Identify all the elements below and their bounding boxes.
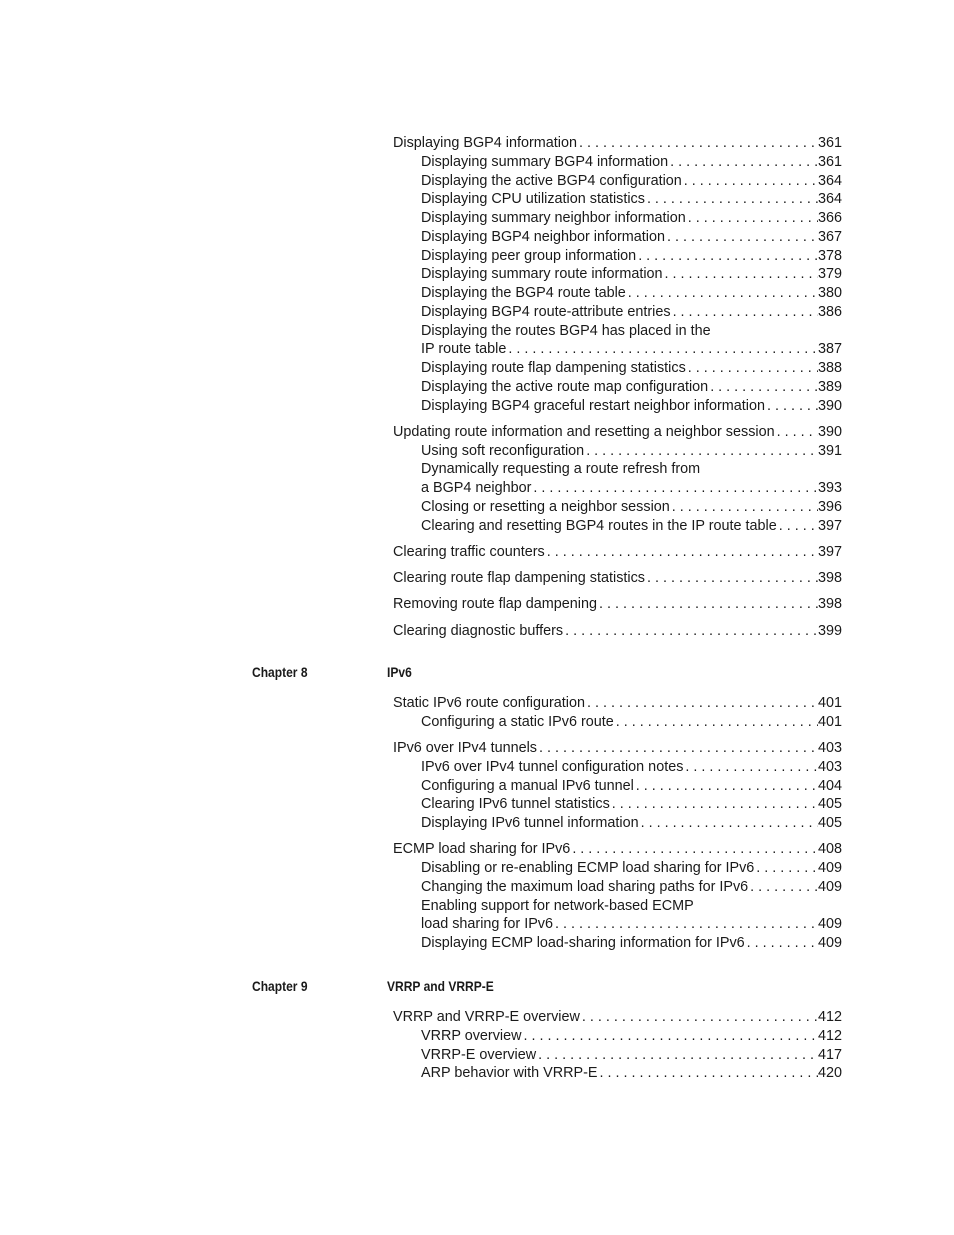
chapter-label: Chapter 9 [252, 978, 308, 994]
dot-leader [765, 397, 818, 416]
toc-subentry[interactable] [421, 915, 842, 934]
toc-subentry[interactable] [421, 340, 842, 359]
toc-subentry[interactable] [421, 378, 842, 397]
toc-entry-text: Displaying route flap dampening statistics [421, 360, 686, 376]
toc-entry-text: Updating route information and resetting a neighbor session [393, 423, 775, 440]
dot-leader [645, 569, 818, 588]
dot-leader [584, 442, 818, 461]
toc-subentry[interactable] [421, 758, 842, 777]
toc-entry-text: Clearing diagnostic buffers [393, 622, 564, 639]
dot-leader [634, 777, 818, 796]
toc-entry-text: a BGP4 neighbor [421, 480, 532, 496]
dot-leader [626, 284, 818, 303]
dot-leader [585, 694, 818, 713]
page-number: 405 [817, 796, 842, 813]
toc-entry-text: Configuring a static IPv6 route [421, 713, 614, 730]
page-number: 378 [817, 247, 842, 264]
toc-entry[interactable] [393, 1008, 842, 1027]
page-number: 379 [817, 266, 842, 283]
page-number: 366 [817, 210, 842, 226]
page-number: 364 [817, 191, 842, 208]
page-number: 409 [817, 935, 842, 951]
toc-subentry[interactable] [421, 479, 842, 498]
dot-leader [668, 153, 818, 172]
dot-leader [570, 840, 818, 859]
toc-subentry[interactable] [421, 934, 842, 953]
toc-subentry[interactable] [421, 228, 842, 247]
dot-leader [506, 340, 818, 359]
toc-entry-text: Displaying IPv6 tunnel information [421, 815, 639, 831]
dot-leader [777, 517, 818, 536]
toc-subentry[interactable] [421, 265, 842, 284]
toc-entry-text: Displaying summary BGP4 information [421, 153, 669, 170]
page-number: 412 [817, 1009, 842, 1025]
dot-leader [522, 1027, 818, 1046]
toc-entry-text: Displaying the routes BGP4 has placed in the [421, 322, 711, 339]
toc-entry-text: ARP behavior with VRRP-E [421, 1065, 598, 1082]
dot-leader [708, 378, 818, 397]
toc-subentry[interactable] [421, 1064, 842, 1083]
toc-subentry[interactable] [421, 1027, 842, 1046]
toc-entry[interactable] [393, 595, 842, 614]
dot-leader [682, 172, 818, 191]
page-number: 389 [817, 378, 842, 395]
dot-leader [536, 1046, 818, 1065]
toc-subentry[interactable] [421, 359, 842, 378]
dot-leader [686, 359, 818, 378]
dot-leader [553, 915, 818, 934]
dot-leader [614, 713, 818, 732]
chapter-title: IPv6 [387, 664, 412, 680]
page-number: 396 [817, 498, 842, 515]
page-number: 397 [817, 517, 842, 534]
toc-entry-text: Displaying ECMP load-sharing information for IPv6 [421, 935, 745, 951]
toc-subentry[interactable] [421, 814, 842, 833]
dot-leader [577, 134, 818, 153]
toc-entry[interactable] [393, 134, 842, 153]
toc-entry-text: load sharing for IPv6 [421, 916, 553, 933]
toc-entry-text: IP route table [421, 341, 507, 358]
page-number: 380 [817, 285, 842, 301]
chapter-title: VRRP and VRRP-E [387, 978, 494, 994]
toc-subentry[interactable] [421, 172, 842, 191]
page-number: 390 [817, 423, 842, 440]
dot-leader [580, 1008, 818, 1027]
toc-subentry[interactable] [421, 1046, 842, 1065]
dot-leader [597, 595, 818, 614]
toc-entry[interactable] [393, 543, 842, 562]
dot-leader [671, 303, 818, 322]
toc-entry-text: Clearing traffic counters [393, 543, 545, 560]
toc-entry[interactable] [393, 840, 842, 859]
page-number: 401 [817, 713, 842, 730]
dot-leader [686, 209, 818, 228]
page-number: 388 [817, 360, 842, 376]
dot-leader [636, 247, 818, 266]
page-number: 393 [817, 480, 842, 496]
toc-entry-text: Displaying BGP4 neighbor information [421, 228, 665, 245]
toc-subentry[interactable] [421, 859, 842, 878]
toc-entry-text: Displaying summary neighbor information [421, 210, 686, 226]
toc-entry-text: Changing the maximum load sharing paths for IPv6 [421, 878, 749, 895]
toc-entry[interactable] [393, 569, 842, 588]
dot-leader [663, 265, 818, 284]
toc-entry-text: Displaying the active route map configuration [421, 378, 709, 395]
toc-entry-text: IPv6 over IPv4 tunnel configuration notes [421, 758, 684, 775]
page-number: 386 [817, 303, 842, 320]
page-number: 390 [817, 397, 842, 414]
toc-entry-text: ECMP load sharing for IPv6 [393, 841, 571, 858]
page-number: 403 [817, 740, 842, 756]
page-number: 367 [817, 228, 842, 245]
dot-leader [598, 1064, 818, 1083]
toc-subentry[interactable] [421, 397, 842, 416]
dot-leader [645, 190, 818, 209]
dot-leader [665, 228, 818, 247]
toc-entry-text: Removing route flap dampening [393, 596, 597, 613]
toc-subentry[interactable] [421, 442, 842, 461]
dot-leader [670, 498, 818, 517]
toc-subentry[interactable] [421, 247, 842, 266]
toc-subentry[interactable] [421, 303, 842, 322]
page-number: 401 [817, 695, 842, 711]
dot-leader [537, 739, 818, 758]
toc-entry-text: Dynamically requesting a route refresh from [421, 461, 701, 478]
page-number: 409 [817, 878, 842, 895]
chapter-label: Chapter 8 [252, 664, 308, 680]
dot-leader [563, 622, 818, 641]
toc-entry-text: Displaying BGP4 information [393, 135, 577, 151]
toc-entry-text: VRRP-E overview [421, 1046, 537, 1063]
page-number: 420 [817, 1065, 842, 1082]
toc-entry-text: VRRP overview [421, 1027, 522, 1044]
toc-entry-text: Disabling or re-enabling ECMP load sharing for IPv6 [421, 860, 755, 876]
page-number: 387 [817, 341, 842, 358]
toc-subentry[interactable] [421, 190, 842, 209]
page-number: 405 [817, 815, 842, 831]
dot-leader [531, 479, 818, 498]
toc-entry[interactable] [393, 739, 842, 758]
toc-subentry[interactable] [421, 498, 842, 517]
page-number: 399 [817, 622, 842, 639]
toc-subentry[interactable] [421, 878, 842, 897]
page-number: 361 [817, 135, 842, 151]
toc-entry-text: Displaying the active BGP4 configuration [421, 172, 682, 189]
dot-leader [754, 859, 818, 878]
toc-subentry[interactable] [421, 153, 842, 172]
toc-entry-text: Closing or resetting a neighbor session [421, 498, 670, 515]
toc-entry-text: Displaying summary route information [421, 266, 663, 283]
dot-leader [610, 795, 818, 814]
page-number: 417 [817, 1046, 842, 1063]
toc-subentry[interactable] [421, 209, 842, 228]
toc-entry[interactable] [393, 423, 842, 442]
toc-entry-text: Configuring a manual IPv6 tunnel [421, 777, 634, 794]
page-number: 391 [817, 442, 842, 459]
toc-entry-text: Displaying the BGP4 route table [421, 285, 626, 301]
dot-leader [683, 758, 818, 777]
page-number: 398 [817, 596, 842, 613]
page-number: 361 [817, 153, 842, 170]
page-number: 409 [817, 860, 842, 876]
page-number: 408 [817, 841, 842, 858]
page-number: 397 [817, 543, 842, 560]
toc-entry-text: Static IPv6 route configuration [393, 695, 585, 711]
toc-entry-text: Displaying peer group information [421, 247, 637, 264]
dot-leader [545, 543, 818, 562]
toc-entry-text: VRRP and VRRP-E overview [393, 1009, 580, 1025]
toc-entry-text: IPv6 over IPv4 tunnels [393, 740, 537, 756]
dot-leader [775, 423, 818, 442]
toc-entry-text: Clearing and resetting BGP4 routes in the IP route table [421, 517, 777, 534]
page-number: 404 [817, 777, 842, 794]
toc-entry-text: Enabling support for network-based ECMP [421, 897, 694, 914]
page-number: 364 [817, 172, 842, 189]
toc-subentry[interactable] [421, 795, 842, 814]
toc-entry-text: Clearing IPv6 tunnel statistics [421, 796, 610, 813]
toc-subentry[interactable] [421, 517, 842, 536]
dot-leader [745, 934, 818, 953]
toc-entry-text: Displaying CPU utilization statistics [421, 191, 645, 208]
dot-leader [639, 814, 818, 833]
toc-subentry[interactable] [421, 777, 842, 796]
toc-subentry[interactable] [421, 284, 842, 303]
toc-entry-text: Clearing route flap dampening statistics [393, 570, 645, 586]
toc-subentry[interactable] [421, 713, 842, 732]
toc-entry-text: Displaying BGP4 route-attribute entries [421, 303, 671, 320]
page-number: 412 [817, 1027, 842, 1044]
page-number: 398 [817, 570, 842, 586]
toc-entry-text: Displaying BGP4 graceful restart neighbor information [421, 397, 765, 414]
toc-entry[interactable] [393, 622, 842, 641]
toc-entry[interactable] [393, 694, 842, 713]
dot-leader [748, 878, 818, 897]
page-number: 409 [817, 916, 842, 933]
page-number: 403 [817, 758, 842, 775]
toc-entry-text: Using soft reconfiguration [421, 442, 585, 459]
